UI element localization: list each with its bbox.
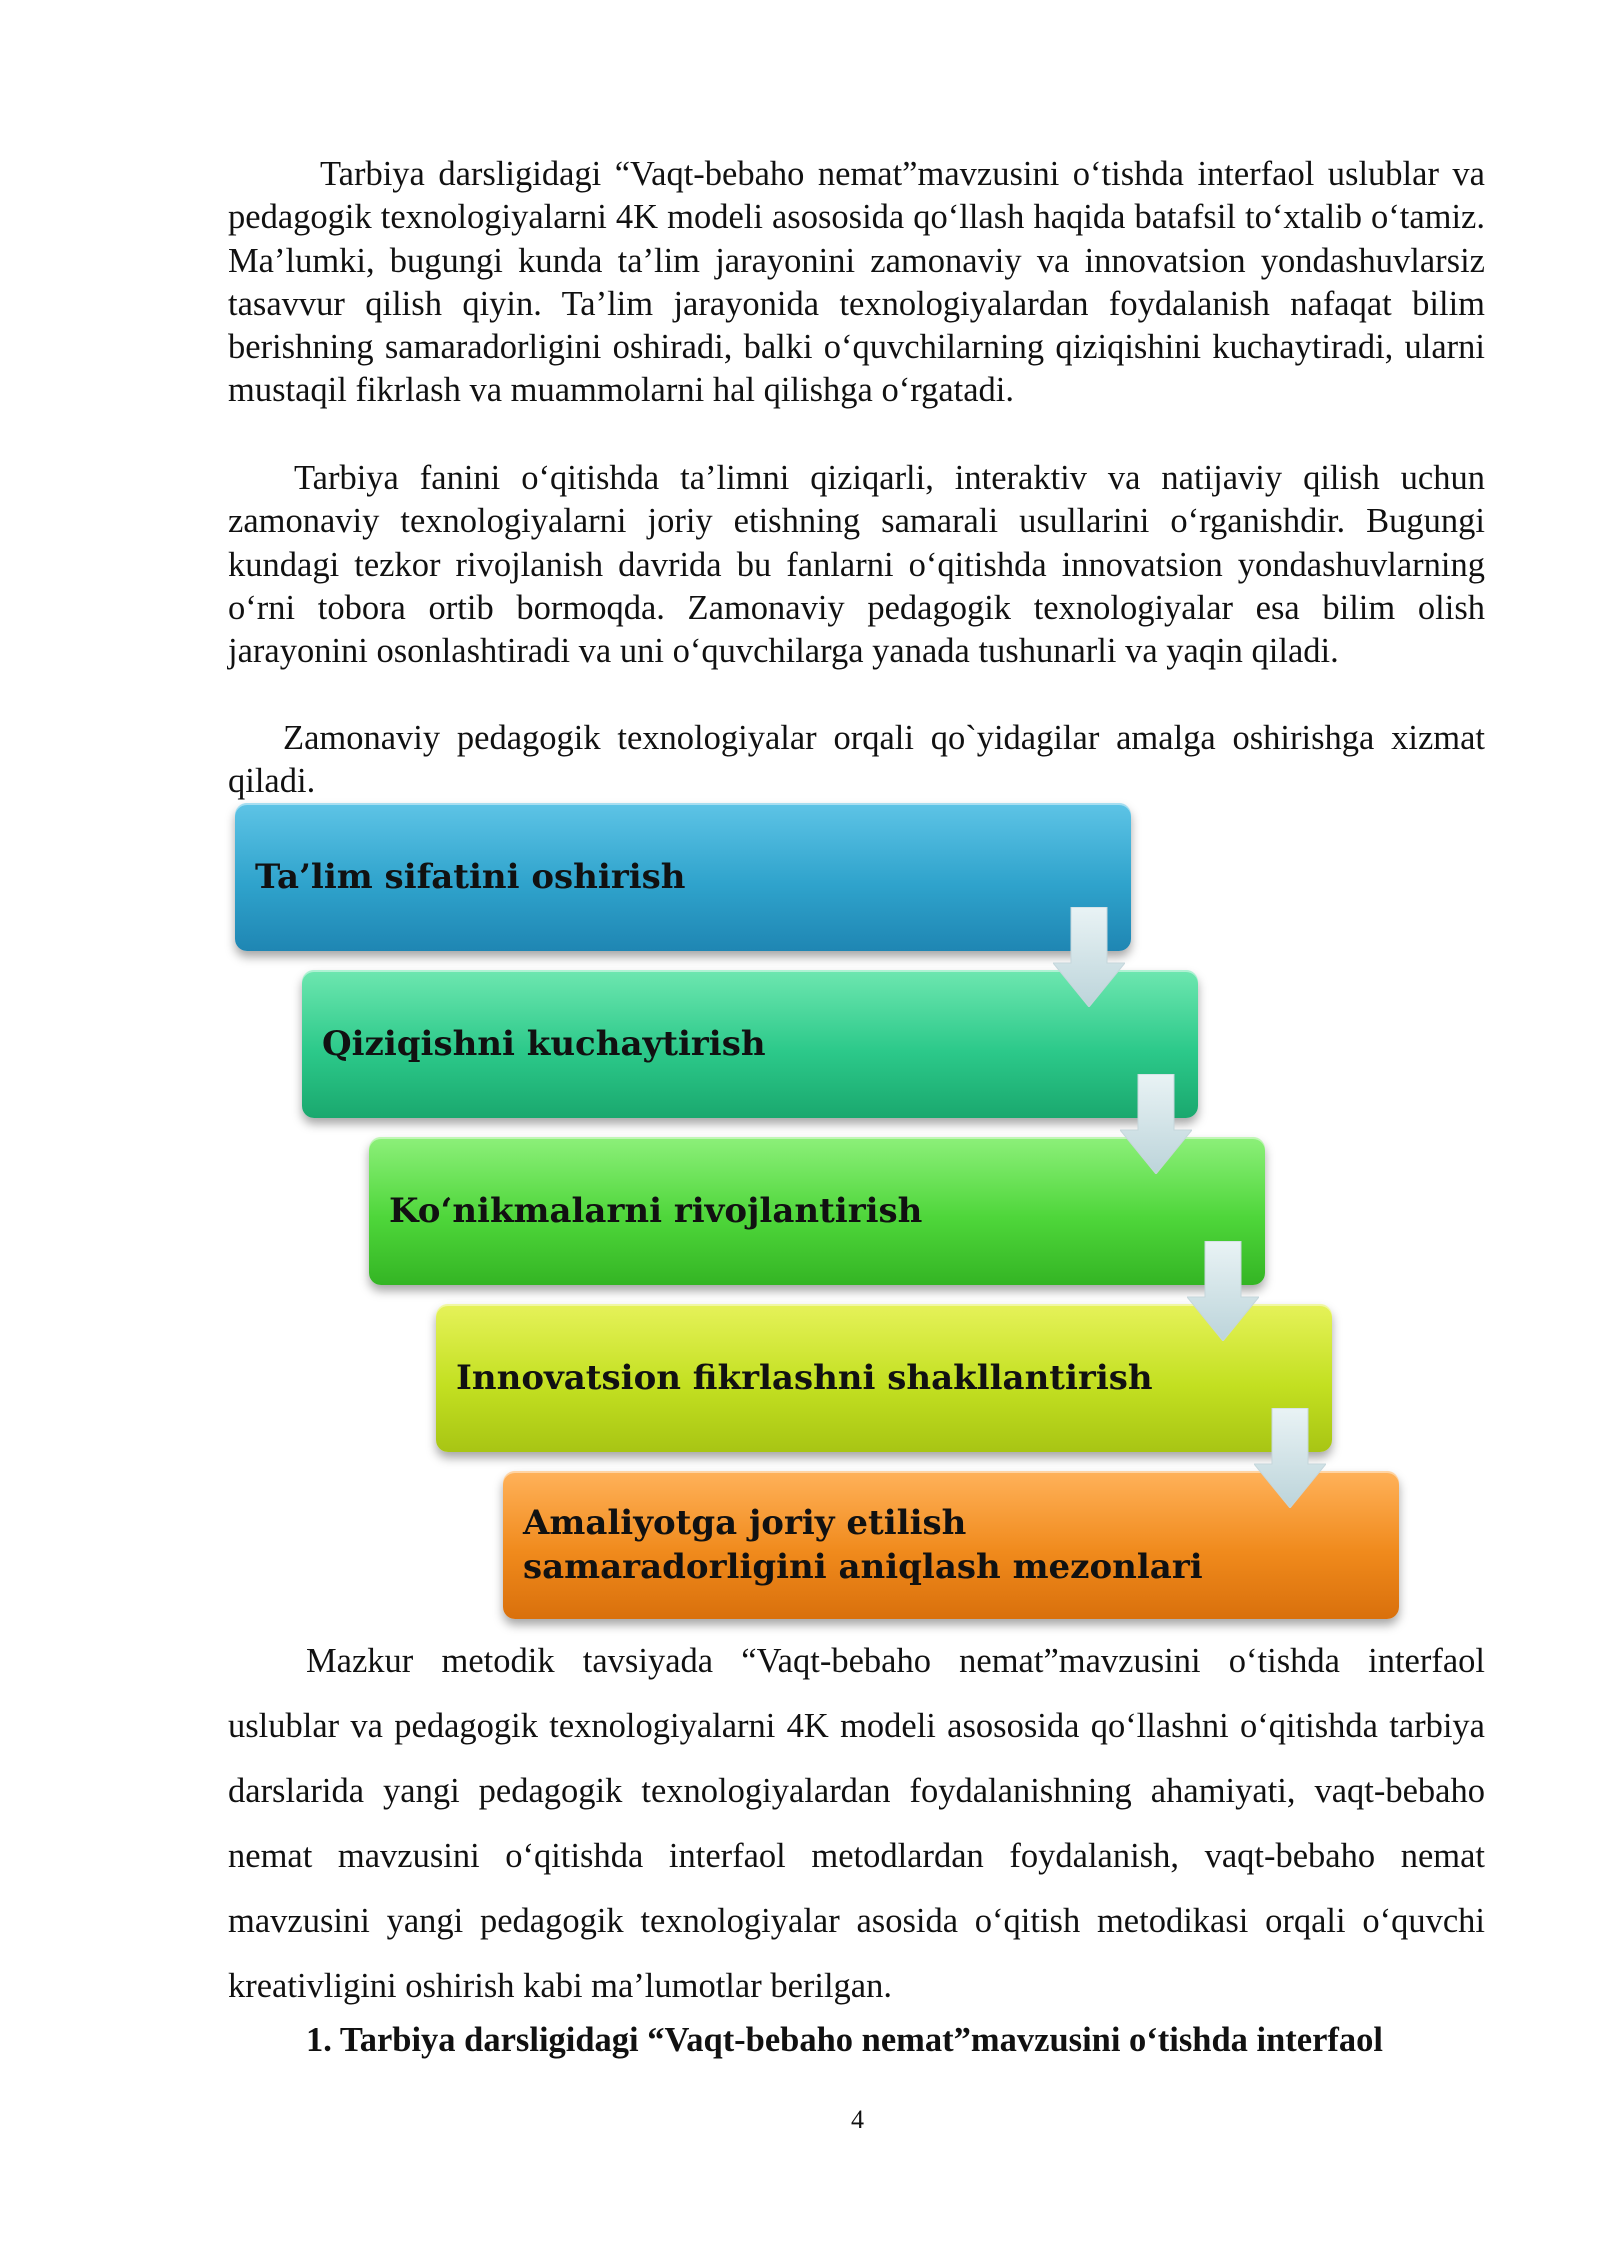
diagram-step-2 [302, 970, 1198, 1118]
down-arrow-icon [1187, 1241, 1259, 1341]
diagram-step-1 [235, 803, 1131, 951]
down-arrow-icon [1053, 907, 1125, 1007]
diagram-step-3 [369, 1137, 1265, 1285]
diagram-step-4-label: Innovatsion fikrlashni shakllantirish [456, 1358, 1153, 1398]
diagram-step-5-label-line2: samaradorligini aniqlash mezonlari [523, 1547, 1203, 1587]
section-heading: 1. Tarbiya darsligidagi “Vaqt-bebaho nemat”mavzusini o‘tishda interfaol [306, 2021, 1383, 2059]
diagram-step-2-label: Qiziqishni kuchaytirish [322, 1024, 766, 1064]
down-arrow-icon [1254, 1408, 1326, 1508]
diagram-step-3-label: Ko‘nikmalarni rivojlantirish [389, 1191, 923, 1231]
diagram-step-5-label-line1: Amaliyotga joriy etilish [523, 1503, 967, 1543]
intro-paragraph: Tarbiya darsligidagi “Vaqt-bebaho nemat”mavzusini o‘tishda interfaol uslublar va pedagogik texnologiyalarni 4K modeli asososida qo‘llash haqida batafsil to‘xtalib o‘tamiz. Ma’lumki, bugungi kunda ta’lim jarayonini zamonaviy va innovatsion yondashuvlarsiz tasavvur qilish qiyin. Ta’lim jarayonida texnologiyalardan foydalanish nafaqat bilim berishning samaradorligini oshiradi, balki o‘quvchilarning qiziqishini kuchaytiradi, ularni mustaqil fikrlash va muammolarni hal qilishga o‘rgatadi. [228, 155, 1485, 410]
page-number: 4 [851, 2105, 864, 2134]
diagram-step-5 [503, 1471, 1399, 1619]
second-paragraph: Tarbiya fanini o‘qitishda ta’limni qiziqarli, interaktiv va natijaviy qilish uchun zamonaviy texnologiyalarni joriy etishning samarali usullarini o‘rganishdir. Bugungi kundagi tezkor rivojlanish davrida bu fanlarni o‘qitishda innovatsion yondashuvlarning o‘rni tobora ortib bormoqda. Zamonaviy pedagogik texnologiyalar esa bilim olish jarayonini osonlashtiradi va uni o‘quvchilarga yanada tushunarli va yaqin qiladi. [228, 459, 1485, 671]
down-arrow-icon [1120, 1074, 1192, 1174]
diagram-step-1-label: Ta’lim sifatini oshirish [255, 857, 686, 897]
summary-paragraph: Mazkur metodik tavsiyada “Vaqt-bebaho nemat”mavzusini o‘tishda interfaol uslublar va pedagogik texnologiyalarni 4K modeli asososida qo‘llashni o‘qitishda tarbiya darslarida yangi pedagogik texnologiyalardan foydalanishning ahamiyati, vaqt-bebaho nemat mavzusini o‘qitishda interfaol metodlardan foydalanish, vaqt-bebaho nemat mavzusini yangi pedagogik texnologiyalar asosida o‘qitish metodikasi orqali o‘quvchi kreativligini oshirish kabi ma’lumotlar berilgan. [228, 1642, 1485, 2005]
diagram-step-4 [436, 1304, 1332, 1452]
third-paragraph: Zamonaviy pedagogik texnologiyalar orqali qo`yidagilar amalga oshirishga xizmat qiladi. [228, 719, 1485, 801]
